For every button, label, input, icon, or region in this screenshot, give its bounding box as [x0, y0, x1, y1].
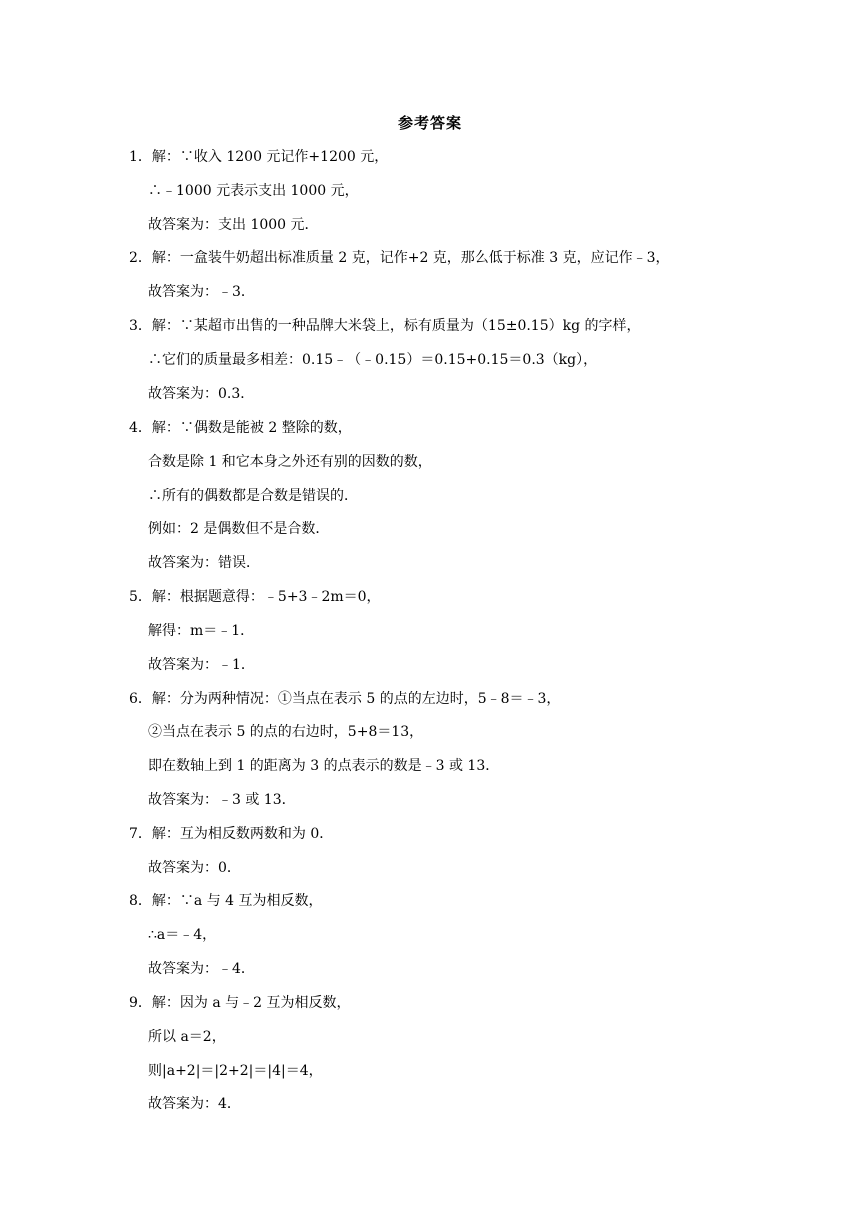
answer-5-line-1: 5．解：根据题意得：﹣5+3﹣2m＝0， — [129, 589, 381, 605]
answer-8-line-3: 故答案为：﹣4． — [148, 961, 255, 977]
answer-4-line-2: 合数是除 1 和它本身之外还有别的因数的数， — [148, 454, 432, 470]
answer-9-line-4: 故答案为：4． — [148, 1096, 241, 1112]
answer-2-line-2: 故答案为：﹣3． — [148, 284, 255, 300]
answer-5-line-2: 解得：m＝﹣1． — [148, 623, 255, 639]
answer-7-line-1: 7．解：互为相反数两数和为 0． — [129, 826, 334, 842]
answer-4-line-1: 4．解：∵偶数是能被 2 整除的数， — [129, 420, 352, 436]
answer-8-line-1: 8．解：∵a 与 4 互为相反数， — [129, 893, 323, 909]
answer-4-line-3: ∴所有的偶数都是合数是错误的． — [148, 488, 358, 504]
answer-3-line-3: 故答案为：0.3． — [148, 386, 255, 402]
answer-1-line-3: 故答案为：支出 1000 元． — [148, 217, 319, 233]
answer-1-line-2: ∴﹣1000 元表示支出 1000 元， — [148, 183, 359, 199]
answer-1-line-1: 1．解：∵收入 1200 元记作+1200 元， — [129, 149, 389, 165]
answer-7-line-2: 故答案为：0． — [148, 860, 241, 876]
answer-9-line-1: 9．解：因为 a 与﹣2 互为相反数， — [129, 995, 351, 1011]
answer-3-line-2: ∴它们的质量最多相差：0.15﹣（﹣0.15）＝0.15+0.15＝0.3（kg）， — [148, 352, 598, 368]
answer-4-line-4: 例如：2 是偶数但不是合数． — [148, 521, 330, 537]
answer-6-line-3: 即在数轴上到 1 的距离为 3 的点表示的数是﹣3 或 13． — [148, 758, 500, 774]
answer-9-line-3: 则|a+2|＝|2+2|＝|4|＝4， — [148, 1063, 323, 1079]
answer-5-line-3: 故答案为：﹣1． — [148, 657, 255, 673]
answer-6-line-4: 故答案为：﹣3 或 13． — [148, 792, 296, 808]
answer-6-line-2: ②当点在表示 5 的点的右边时，5+8＝13， — [148, 724, 424, 740]
page-title: 参考答案 — [397, 114, 462, 132]
answer-8-line-2: ∴a＝﹣4， — [148, 927, 217, 943]
answer-4-line-5: 故答案为：错误． — [148, 555, 260, 571]
answer-6-line-1: 6．解：分为两种情况：①当点在表示 5 的点的左边时，5﹣8＝﹣3， — [129, 691, 561, 707]
answer-3-line-1: 3．解：∵某超市出售的一种品牌大米袋上，标有质量为（15±0.15）kg 的字样， — [129, 318, 641, 334]
answer-9-line-2: 所以 a＝2， — [148, 1029, 226, 1045]
answer-2-line-1: 2．解：一盒装牛奶超出标准质量 2 克，记作+2 克，那么低于标准 3 克，应记作﹣3， — [129, 250, 670, 266]
